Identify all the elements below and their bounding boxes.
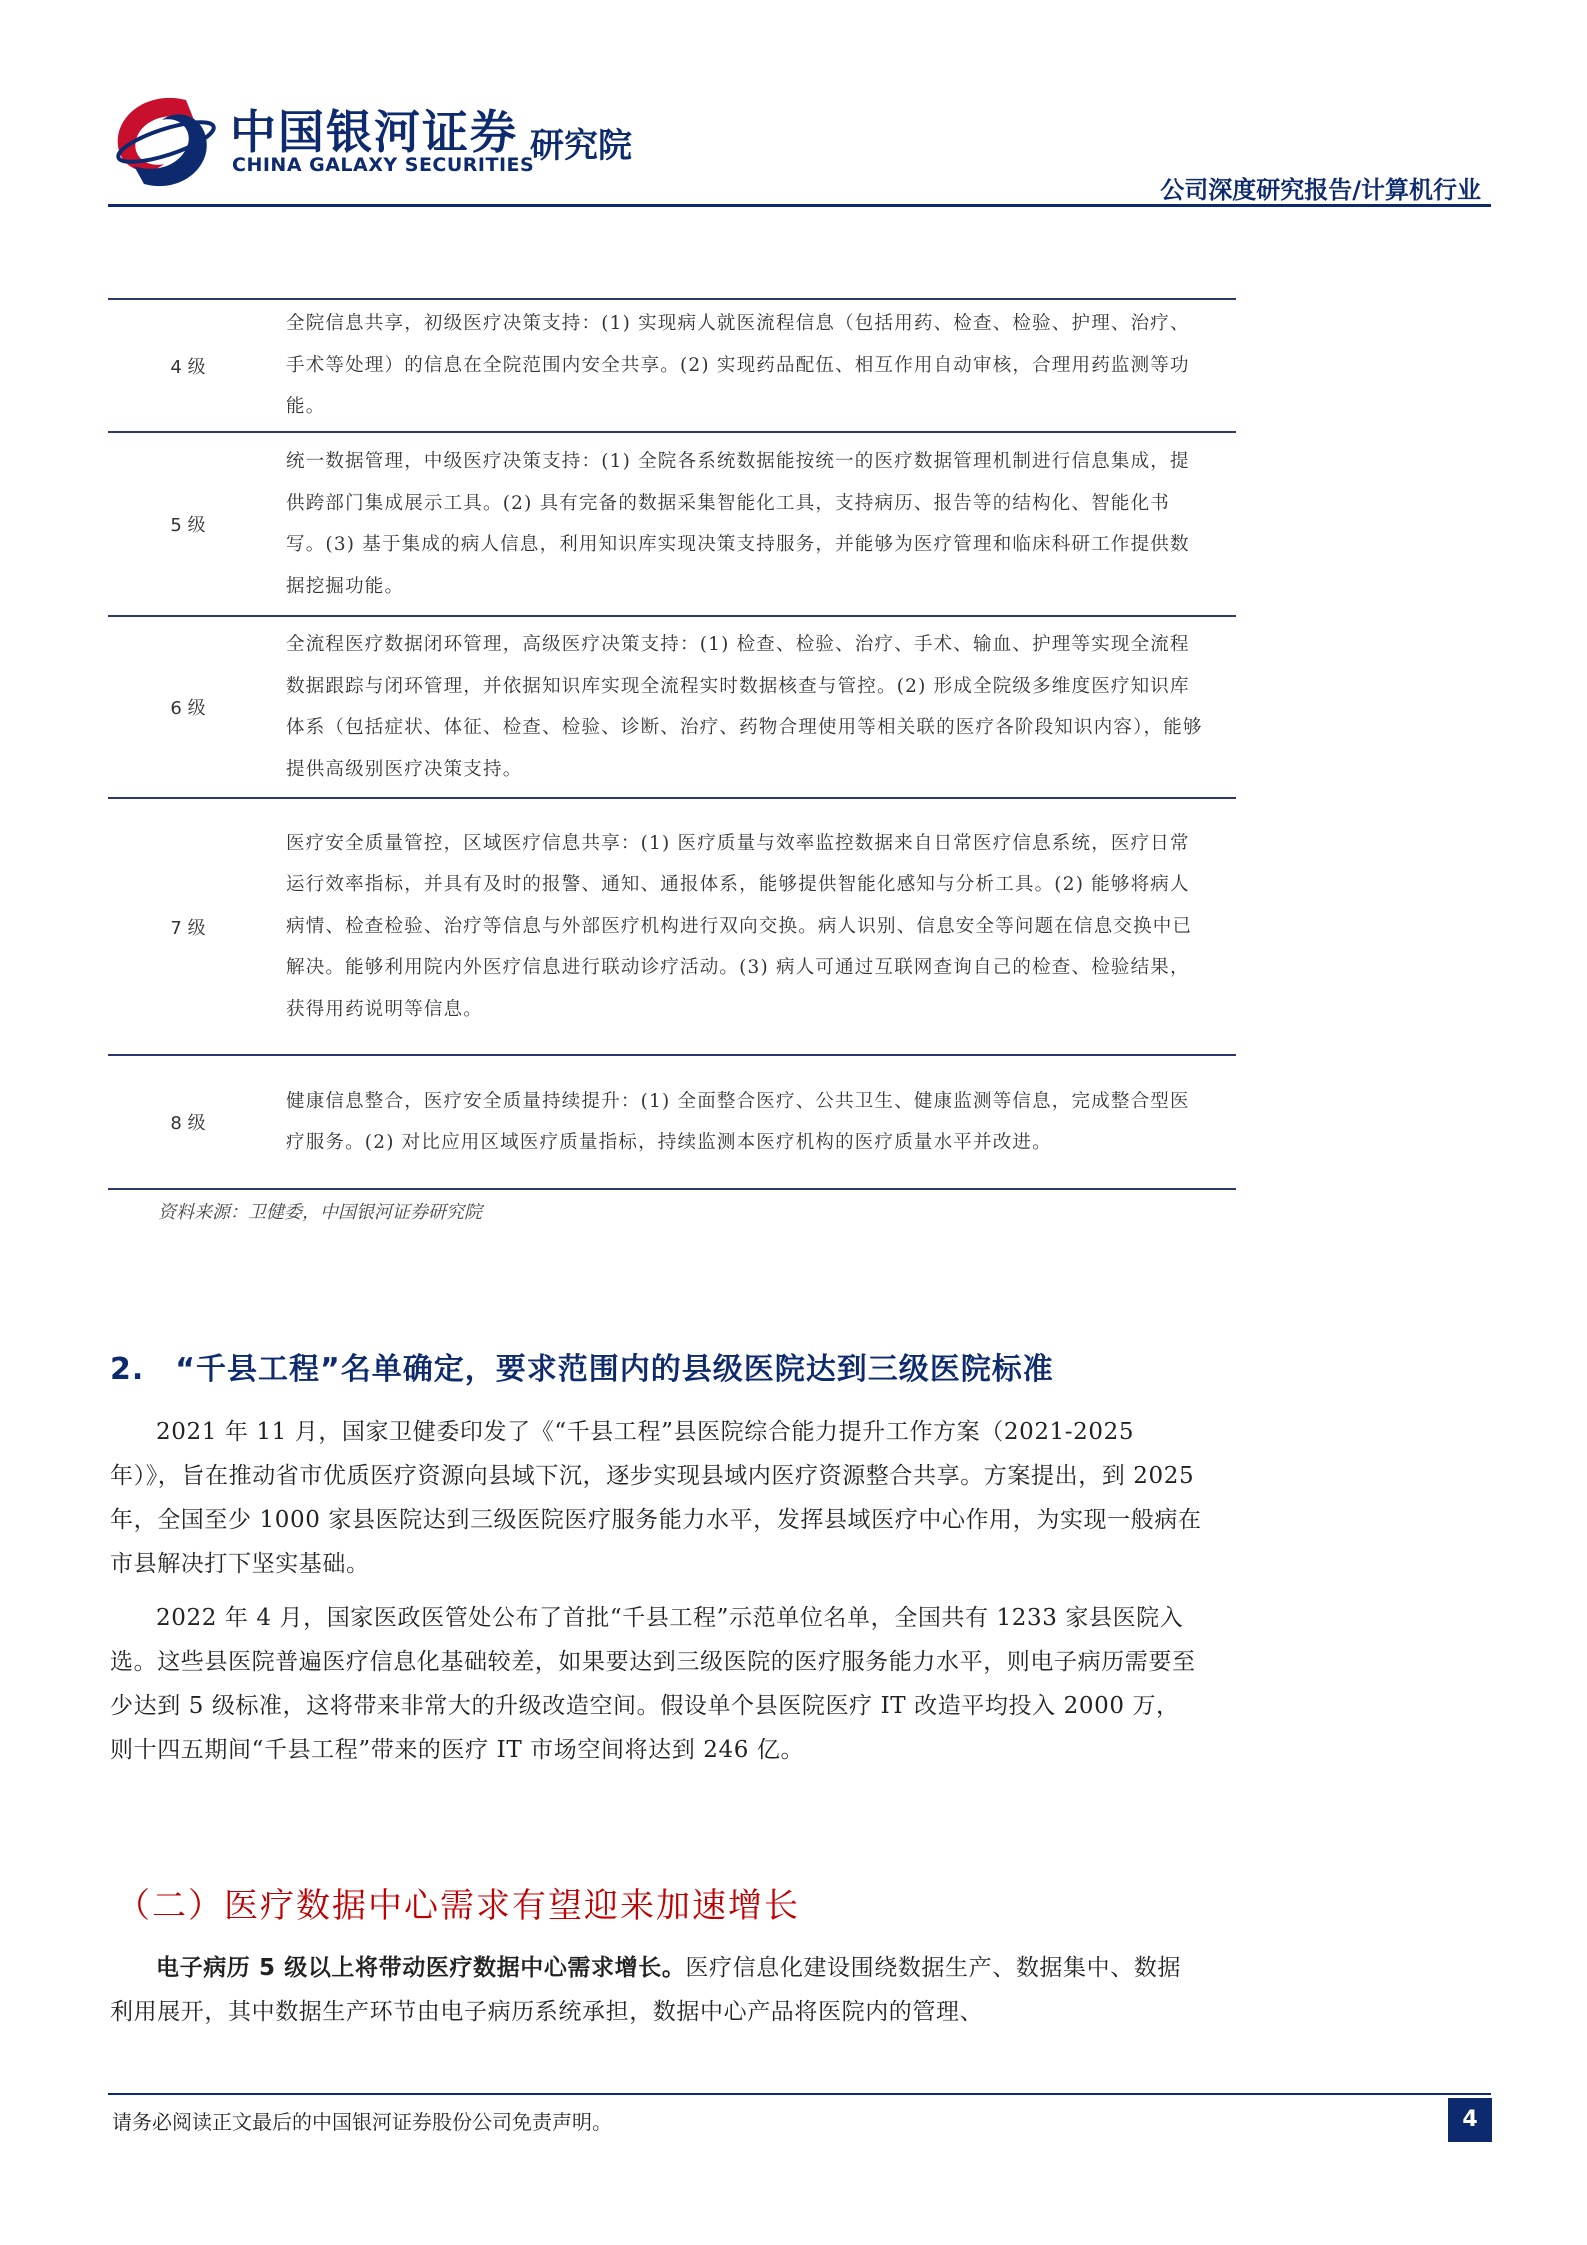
header-divider [108,204,1491,207]
table-row [108,799,1236,1056]
body-paragraph: 2022 年 4 月，国家医政医管处公布了首批“千县工程”示范单位名单，全国共有 1233 家县医院入选。这些县医院普遍医疗信息化基础较差，如果要达到三级医院的医疗服务能力水平，则电子病历需要至少达到 5 级标准，这将带来非常大的升级改造空间。假设单个县医院医疗 IT 改造平均投入 2000 万，则十四五期间“千县工程”带来的医疗 IT 市场空间将达到 246 亿。 [110,1605,1196,1763]
table-row [108,617,1236,799]
level-label: 5 级 [170,515,206,536]
level-description: 统一数据管理，中级医疗决策支持：(1) 全院各系统数据能按统一的医疗数据管理机制进行信息集成，提供跨部门集成展示工具。(2) 具有完备的数据采集智能化工具，支持病历、报告等的结构化、智能化书写。(3) 基于集成的病人信息，利用知识库实现决策支持服务，并能够为医疗管理和临床科研工作提供数据挖掘功能。 [286,451,1190,597]
level-description: 医疗安全质量管控，区域医疗信息共享：(1) 医疗质量与效率监控数据来自日常医疗信息系统，医疗日常运行效率指标，并具有及时的报警、通知、通报体系，能够提供智能化感知与分析工具。(2) 能够将病人病情、检查检验、治疗等信息与外部医疗机构进行双向交换。病人识别、信息安全等问题在信息交换中已解决。能够利用院内外医疗信息进行联动诊疗活动。(3) 病人可通过互联网查询自己的检查、检验结果，获得用药说明等信息。 [286,832,1193,1020]
page-header [0,0,1587,210]
footer-divider [108,2093,1491,2095]
emr-levels-table [108,298,1236,1190]
level-label: 8 级 [170,1113,206,1134]
body-paragraph: 2021 年 11 月，国家卫健委印发了《“千县工程”县医院综合能力提升工作方案（2021-2025 年）》，旨在推动省市优质医疗资源向县域下沉，逐步实现县域内医疗资源整合共享。方案提出，到 2025 年，全国至少 1000 家县医院达到三级医院医疗服务能力水平，发挥县域医疗中心作用，为实现一般病在市县解决打下坚实基础。 [110,1419,1202,1577]
brand-name-en: CHINA GALAXY SECURITIES [232,154,535,176]
level-label: 7 级 [170,917,206,939]
table-row [108,1056,1236,1190]
page-number: 4 [1448,2098,1492,2142]
institute-label: 研究院 [530,126,632,166]
level-description: 健康信息整合，医疗安全质量持续提升：(1) 全面整合医疗、公共卫生、健康监测等信息，完成整合型医疗服务。(2) 对比应用区域医疗质量指标，持续监测本医疗机构的医疗质量水平并改进。 [286,1090,1190,1153]
level-description: 全院信息共享，初级医疗决策支持：(1) 实现病人就医流程信息（包括用药、检查、检验、护理、治疗、手术等处理）的信息在全院范围内安全共享。(2) 实现药品配伍、相互作用自动审核，合理用药监测等功能。 [286,313,1190,418]
paragraph-lead-bold: 电子病历 5 级以上将带动医疗数据中心需求增长。 [156,1955,686,1981]
body-paragraph [110,1946,1202,2034]
subsection-heading: （二）医疗数据中心需求有望迎来加速增长 [116,1886,800,1926]
footer-disclaimer: 请务必阅读正文最后的中国银河证券股份公司免责声明。 [112,2110,612,2134]
table-row [108,300,1236,433]
table-row [108,433,1236,617]
report-type: 公司深度研究报告/计算机行业 [1160,176,1481,204]
paragraph-text: 医疗信息化建设围绕数据生产、数据集中、数据利用展开，其中数据生产环节由电子病历系统承担，数据中心产品将医院内的管理、 [110,1955,1182,2025]
brand-name-cn: 中国银河证券 [230,105,518,159]
level-description: 全流程医疗数据闭环管理，高级医疗决策支持：(1) 检查、检验、治疗、手术、输血、护理等实现全流程数据跟踪与闭环管理，并依据知识库实现全流程实时数据核查与管控。(2) 形成全院级多维度医疗知识库体系（包括症状、体征、检查、检验、诊断、治疗、药物合理使用等相关联的医疗各阶段知识内容），能够提供高级别医疗决策支持。 [286,634,1203,780]
china-galaxy-logo-icon [108,86,218,196]
level-label: 4 级 [170,356,206,378]
level-label: 6 级 [170,698,206,719]
section-heading: 2. “千县工程”名单确定，要求范围内的县级医院达到三级医院标准 [110,1352,1054,1387]
table-source-note: 资料来源：卫健委，中国银河证券研究院 [158,1202,482,1223]
